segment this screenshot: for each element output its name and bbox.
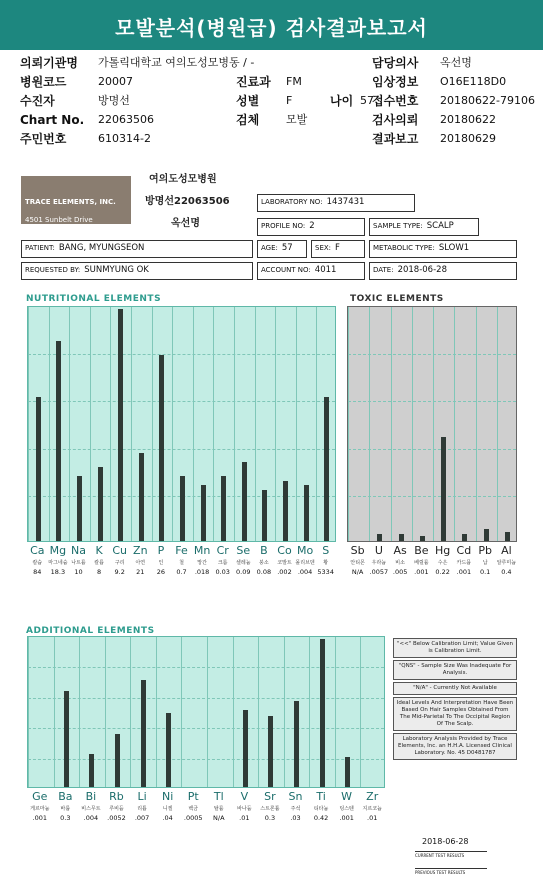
element-symbol: V	[240, 790, 249, 803]
element-symbol: Be	[414, 544, 429, 557]
stamp-doctor: 옥선명	[171, 218, 200, 229]
header-label: 결과보고	[372, 132, 419, 146]
element-symbol: U	[374, 544, 383, 557]
element-value: 21	[136, 568, 145, 576]
bar-as	[399, 534, 404, 541]
element-symbol: W	[341, 790, 353, 803]
profile-value: 2	[309, 221, 315, 231]
grid-col	[476, 307, 477, 541]
bar-rb	[115, 734, 120, 787]
grid-col	[433, 307, 434, 541]
header-value: 20180622	[440, 113, 496, 126]
element-symbol: Sn	[288, 790, 303, 803]
element-korean-name: 텅스텐	[339, 806, 354, 812]
grid-col	[181, 637, 182, 787]
element-korean-name: 철	[179, 560, 184, 566]
footer-previous: PREVIOUS TEST RESULTS	[415, 868, 487, 875]
label: METABOLIC TYPE:	[373, 244, 435, 252]
element-korean-name: 바륨	[60, 806, 71, 812]
header-label: Chart No.	[20, 113, 85, 127]
element-value: 0.4	[501, 568, 512, 576]
element-symbol: As	[393, 544, 407, 557]
element-value: 0.1	[479, 568, 491, 576]
element-korean-name: 붕소	[259, 560, 269, 566]
grid-col	[213, 307, 214, 541]
element-value: .03	[290, 814, 301, 822]
element-value: .001	[414, 568, 429, 576]
header-label: 성별	[236, 94, 260, 108]
grid-col	[360, 637, 361, 787]
element-symbol: Na	[70, 544, 86, 557]
label: PROFILE NO:	[261, 222, 306, 230]
grid-col	[110, 307, 111, 541]
bar-ti	[320, 639, 325, 787]
sex-value: F	[335, 243, 340, 253]
legend-note: "QNS" - Sample Size Was Inadequate For Analysis.	[393, 660, 517, 680]
element-korean-name: 카드뮴	[456, 560, 472, 566]
legend-note: Laboratory Analysis Provided by Trace Elements, Inc. an H.H.A. Licensed Clinical Laboratory. No. 45 D0481787	[393, 733, 517, 760]
bar-cd	[462, 534, 467, 541]
bar-mg	[56, 341, 61, 541]
grid-col	[234, 307, 235, 541]
element-korean-name: 망간	[197, 560, 207, 566]
grid-row	[348, 354, 516, 355]
element-korean-name: 게르마늄	[30, 806, 50, 812]
element-symbol: Tl	[213, 790, 224, 803]
nutritional-grid	[27, 306, 336, 542]
header-value: FM	[286, 75, 302, 88]
element-korean-name: 아연	[135, 560, 146, 566]
legend-note: "<<" Below Calibration Limit; Value Given is Calibration Limit.	[393, 638, 517, 658]
grid-col	[152, 307, 153, 541]
bar-na	[77, 476, 82, 541]
element-symbol: Pb	[478, 544, 492, 557]
element-symbol: Cd	[456, 544, 472, 557]
account-box	[257, 262, 365, 280]
grid-row	[28, 401, 335, 402]
header-value: 57	[360, 94, 374, 107]
bar-al	[505, 532, 510, 541]
stamp-hospital: 여의도성모병원	[149, 174, 217, 185]
element-value: .004	[83, 814, 99, 822]
header-label: 진료과	[236, 75, 271, 89]
element-korean-name: 티타늄	[313, 806, 329, 812]
element-value: 0.7	[176, 568, 187, 576]
element-value: .001	[456, 568, 472, 576]
element-korean-name: 인	[158, 560, 164, 566]
header-value: 옥선명	[440, 56, 472, 69]
header-label: 의뢰기관명	[20, 56, 78, 70]
element-korean-name: 우라늄	[371, 560, 387, 566]
grid-col	[391, 307, 392, 541]
element-symbol: Sb	[350, 544, 365, 557]
grid-col	[69, 307, 70, 541]
logo-text: TRACE ELEMENTS, INC.	[25, 198, 116, 206]
footer-date: 2018-06-28	[422, 837, 469, 846]
element-value: .001	[32, 814, 48, 822]
additional-title: ADDITIONAL ELEMENTS	[26, 626, 155, 636]
element-symbol: B	[260, 544, 268, 557]
grid-col	[284, 637, 285, 787]
bar-p	[159, 355, 164, 541]
element-symbol: Ti	[316, 790, 326, 803]
grid-col	[156, 637, 157, 787]
bar-pb	[484, 529, 489, 541]
date-box	[369, 262, 517, 280]
additional-grid	[27, 636, 385, 788]
element-korean-name: 수은	[437, 560, 448, 566]
stamp-patient: 방명선22063506	[145, 196, 230, 207]
bar-k	[98, 467, 103, 541]
grid-col	[28, 637, 29, 787]
bar-w	[345, 757, 350, 787]
element-symbol: Ca	[30, 544, 45, 557]
element-value: 26	[156, 568, 166, 576]
element-korean-name: 몰리브덴	[295, 560, 315, 566]
element-korean-name: 비소	[395, 560, 405, 566]
bar-s	[324, 397, 329, 541]
bar-ni	[166, 713, 171, 787]
toxic-title: TOXIC ELEMENTS	[350, 294, 444, 304]
bar-mn	[201, 485, 206, 541]
element-symbol: Mg	[49, 544, 67, 557]
element-symbol: Pt	[187, 790, 199, 803]
element-value: .0052	[107, 814, 126, 822]
grid-col	[412, 307, 413, 541]
grid-col	[275, 307, 276, 541]
bar-hg	[441, 437, 446, 541]
header-label: 담당의사	[372, 56, 419, 70]
grid-col	[258, 637, 259, 787]
element-korean-name: 니켈	[162, 806, 173, 812]
element-symbol: Fe	[175, 544, 188, 557]
element-symbol: Ge	[32, 790, 48, 803]
lab-logo	[21, 176, 131, 224]
element-value: .007	[134, 814, 150, 822]
grid-row	[348, 401, 516, 402]
grid-col	[309, 637, 310, 787]
bar-v	[243, 710, 248, 787]
element-symbol: Se	[236, 544, 251, 557]
element-korean-name: 구리	[114, 560, 125, 566]
element-value: .004	[297, 568, 313, 576]
element-value: 0.42	[313, 814, 329, 822]
grid-col	[233, 637, 234, 787]
grid-col	[296, 307, 297, 541]
element-symbol: Hg	[434, 544, 451, 557]
bar-sn	[294, 701, 299, 787]
legend-notes	[393, 638, 517, 762]
header-label: 병원코드	[20, 75, 67, 89]
label: SEX:	[315, 244, 332, 252]
header-value: 20180622-79106	[440, 94, 535, 107]
grid-col	[316, 307, 317, 541]
element-symbol: Al	[501, 544, 512, 557]
label: AGE:	[261, 244, 278, 252]
grid-row	[28, 698, 384, 699]
legend-note: Ideal Levels And Interpretation Have Been Based On Hair Samples Obtained From The Mid-Parietal To The Occipital Region Of The Scalp.	[393, 697, 517, 731]
bar-cu	[118, 309, 123, 541]
element-korean-name: 나트륨	[71, 560, 86, 566]
element-value: 9.2	[114, 568, 125, 576]
element-korean-name: 칼륨	[94, 560, 104, 566]
date-value: 2018-06-28	[397, 265, 447, 275]
grid-col	[369, 307, 370, 541]
header-value: 모발	[286, 113, 308, 126]
element-value: 18.3	[50, 568, 66, 576]
bar-zn	[139, 453, 144, 541]
grid-row	[28, 449, 335, 450]
element-symbol: Ba	[58, 790, 73, 803]
bar-ba	[64, 691, 69, 787]
header-info	[20, 54, 535, 150]
bar-ca	[36, 397, 41, 541]
grid-col	[193, 307, 194, 541]
header-value: 20007	[98, 75, 133, 88]
element-value: 10	[74, 568, 83, 576]
grid-col	[90, 307, 91, 541]
element-korean-name: 코발트	[277, 560, 292, 566]
header-value: 방명선	[98, 94, 130, 107]
header-value: 20180629	[440, 132, 496, 145]
legend-note: "N/A" - Currently Not Available	[393, 682, 517, 695]
grid-col	[497, 307, 498, 541]
element-symbol: Rb	[109, 790, 124, 803]
element-value: .0005	[183, 814, 203, 822]
element-value: .01	[367, 814, 378, 822]
element-korean-name: 루비듐	[109, 806, 124, 812]
grid-col	[172, 307, 173, 541]
lab-form	[21, 176, 518, 286]
element-symbol: Li	[137, 790, 147, 803]
bar-u	[377, 534, 382, 541]
label: REQUESTED BY:	[25, 266, 81, 274]
element-symbol: P	[157, 544, 165, 557]
element-value: 0.09	[236, 568, 251, 576]
element-value: N/A	[213, 814, 225, 822]
element-symbol: Mn	[193, 544, 211, 557]
element-korean-name: 비스무트	[81, 806, 101, 812]
element-value: 0.3	[264, 814, 276, 822]
requested-value: SUNMYUNG OK	[84, 265, 149, 275]
bar-li	[141, 680, 146, 787]
element-symbol: Cr	[216, 544, 229, 557]
header-label: 주민번호	[20, 132, 67, 146]
element-korean-name: 칼슘	[32, 560, 43, 566]
bar-fe	[180, 476, 185, 541]
grid-col	[131, 307, 132, 541]
element-value: .0057	[369, 568, 389, 576]
element-value: .018	[194, 568, 210, 576]
bar-sr	[268, 716, 273, 787]
element-korean-name: 스트론튬	[260, 806, 280, 812]
element-korean-name: 납	[482, 560, 488, 566]
header-label: 검사의뢰	[372, 113, 419, 127]
element-korean-name: 백금	[188, 806, 199, 812]
element-value: N/A	[351, 568, 364, 576]
bar-se	[242, 462, 247, 541]
element-korean-name: 크롬	[217, 560, 228, 566]
grid-col	[105, 637, 106, 787]
element-korean-name: 지르코늄	[362, 806, 382, 812]
sample-box	[369, 218, 479, 236]
element-korean-name: 바나듐	[237, 806, 252, 812]
grid-col	[255, 307, 256, 541]
age-value: 57	[281, 243, 293, 253]
element-value: 0.08	[256, 568, 272, 576]
element-symbol: Ni	[161, 790, 174, 803]
header-value: F	[286, 94, 293, 107]
lab-no-value: 1437431	[326, 197, 365, 207]
element-value: 5334	[317, 568, 334, 576]
grid-col	[130, 637, 131, 787]
bar-bi	[89, 754, 94, 787]
element-value: .005	[392, 568, 408, 576]
label: ACCOUNT NO:	[261, 266, 311, 274]
sex-box	[311, 240, 365, 258]
nutritional-title: NUTRITIONAL ELEMENTS	[26, 294, 162, 304]
grid-row	[28, 728, 384, 729]
metabolic-box	[369, 240, 517, 258]
element-korean-name: 탈륨	[213, 806, 224, 812]
logo-address: 4501 Sunbelt Drive	[25, 216, 93, 224]
element-symbol: Mo	[296, 544, 314, 557]
element-value: 84	[33, 568, 42, 576]
bar-be	[420, 536, 425, 541]
grid-col	[335, 637, 336, 787]
element-symbol: Cu	[112, 544, 128, 557]
bar-b	[262, 490, 267, 541]
age-box	[257, 240, 307, 258]
element-value: .002	[277, 568, 292, 576]
header-label: 수진자	[20, 94, 55, 108]
grid-col	[79, 637, 80, 787]
label: LABORATORY NO:	[261, 198, 323, 206]
element-symbol: Sr	[264, 790, 276, 803]
header-value: 22063506	[98, 113, 154, 126]
bar-co	[283, 481, 288, 541]
bar-cr	[221, 476, 226, 541]
grid-row	[348, 496, 516, 497]
header-value: 가톨릭대학교 여의도성모병동 / -	[98, 56, 255, 69]
element-value: .001	[339, 814, 354, 822]
grid-row	[348, 449, 516, 450]
element-korean-name: 셀레늄	[236, 560, 251, 566]
toxic-grid	[347, 306, 517, 542]
grid-col	[454, 307, 455, 541]
grid-col	[49, 307, 50, 541]
element-symbol: Bi	[85, 790, 97, 803]
bar-mo	[304, 485, 309, 541]
sample-value: SCALP	[426, 221, 454, 231]
header-label: 나이	[330, 94, 354, 108]
grid-col	[54, 637, 55, 787]
account-value: 4011	[314, 265, 337, 275]
element-korean-name: 베릴륨	[414, 560, 429, 566]
grid-row	[28, 354, 335, 355]
patient-box	[21, 240, 253, 258]
element-value: 8	[97, 568, 102, 576]
header-value: 610314-2	[98, 132, 151, 145]
lab-no-box	[257, 194, 415, 212]
element-symbol: K	[95, 544, 103, 557]
grid-col	[28, 307, 29, 541]
element-korean-name: 알루미늄	[496, 560, 517, 566]
header-value: O16E118D0	[440, 75, 507, 88]
header-label: 접수번호	[372, 94, 419, 108]
header-label: 임상정보	[372, 75, 419, 89]
footer-current: CURRENT TEST RESULTS	[415, 851, 487, 858]
element-value: 0.03	[215, 568, 230, 576]
element-korean-name: 마그네슘	[48, 560, 68, 566]
label: SAMPLE TYPE:	[373, 222, 423, 230]
report-title: 모발분석(병원급) 검사결과보고서	[0, 0, 543, 50]
header-label: 검체	[236, 113, 260, 127]
element-symbol: Zr	[366, 790, 379, 803]
element-value: .04	[162, 814, 173, 822]
element-value: 0.3	[60, 814, 71, 822]
element-value: 0.22	[435, 568, 450, 576]
element-symbol: Co	[277, 544, 292, 557]
label: PATIENT:	[25, 244, 55, 252]
grid-col	[207, 637, 208, 787]
grid-row	[28, 759, 384, 760]
element-korean-name: 안티몬	[350, 560, 365, 566]
requested-box	[21, 262, 253, 280]
element-korean-name: 황	[323, 560, 329, 566]
element-symbol: Zn	[133, 544, 148, 557]
element-korean-name: 주석	[290, 806, 301, 812]
profile-box	[257, 218, 365, 236]
label: DATE:	[373, 266, 394, 274]
metabolic-value: SLOW1	[438, 243, 470, 253]
grid-row	[28, 667, 384, 668]
grid-col	[348, 307, 349, 541]
element-value: .01	[239, 814, 250, 822]
element-korean-name: 리튬	[137, 806, 147, 812]
element-symbol: S	[322, 544, 330, 557]
patient-value: BANG, MYUNGSEON	[58, 243, 145, 253]
